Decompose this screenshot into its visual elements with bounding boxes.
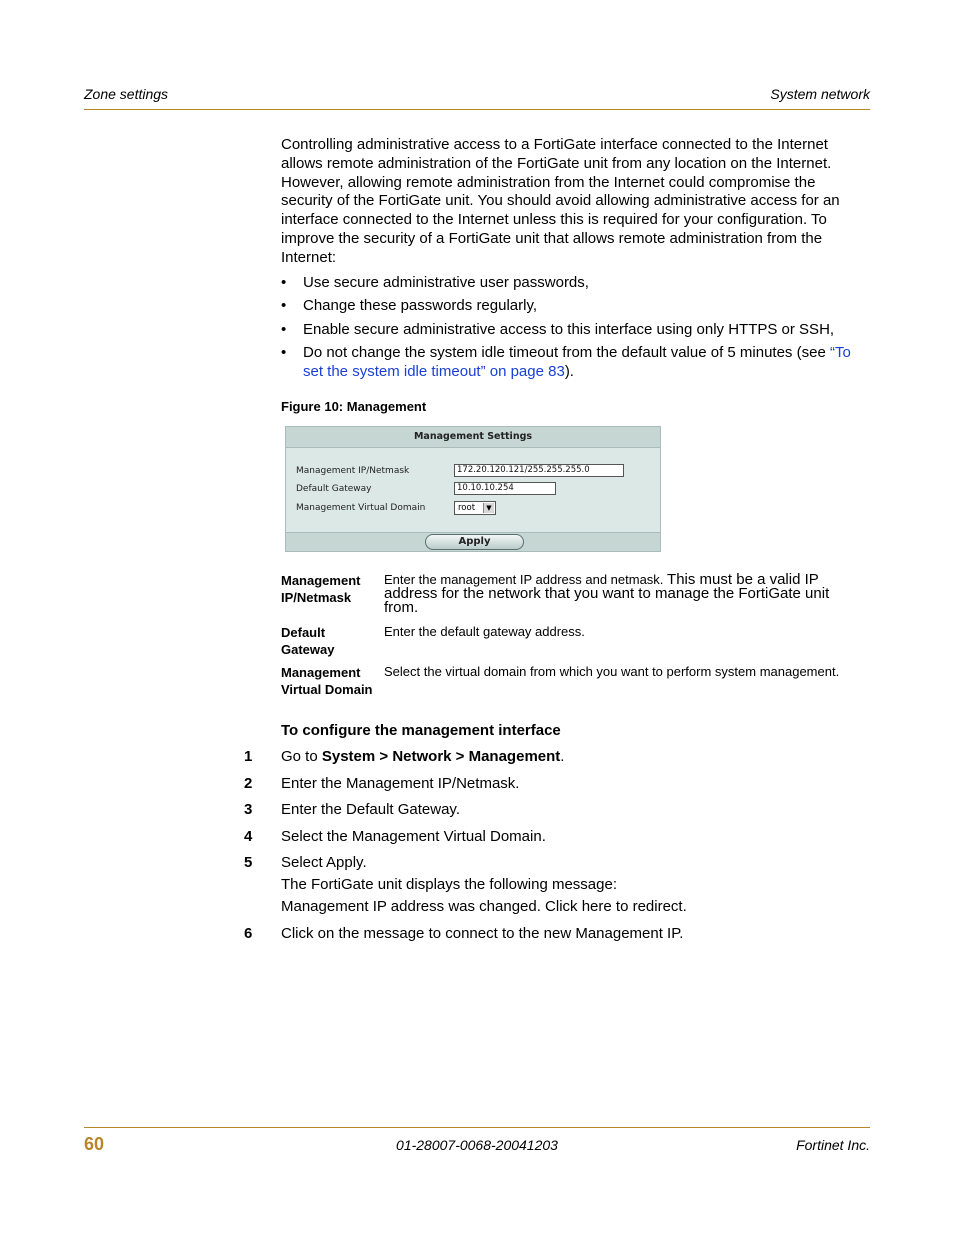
default-gateway-label: Default Gateway [296, 484, 372, 494]
list-item: • Enable secure administrative access to this interface using only HTTPS or SSH, [281, 320, 835, 338]
virtual-domain-label: Management Virtual Domain [296, 503, 426, 513]
apply-button[interactable]: Apply [425, 534, 524, 550]
default-gateway-input[interactable]: 10.10.10.254 [454, 482, 556, 495]
list-item: • Change these passwords regularly, [281, 297, 538, 315]
ip-netmask-input[interactable]: 172.20.120.121/255.255.255.0 [454, 464, 624, 477]
definition-term: Default Gateway [281, 625, 335, 657]
definition-description: Enter the management IP address and netmask. This must be a valid IP address for the network that you want to manage the FortiGate unit from. [384, 571, 830, 616]
security-bullet-list [281, 274, 871, 386]
management-settings-panel [285, 426, 661, 552]
virtual-domain-select[interactable]: root ▼ [454, 501, 496, 515]
intro-paragraph: Controlling administrative access to a FortiGate interface connected to the Internet allows remote administration of the FortiGate unit from any location on the Internet. However, allowing remote administration from the Internet could compromise the security of the FortiGate unit. You should avoid allowing administrative access for an interface connected to the Internet unless this is required for your configuration. To improve the security of a FortiGate unit that allows remote administration from the Internet: [281, 136, 840, 266]
document-id: 01-28007-0068-20041203 [396, 1137, 558, 1153]
apply-bar [286, 532, 660, 551]
definition-term: Management Virtual Domain [281, 665, 373, 697]
header-chapter-title: System network [770, 86, 870, 102]
procedure-heading: To configure the management interface [281, 722, 561, 739]
footer-rule [84, 1127, 870, 1128]
list-item: • Use secure administrative user passwords, [281, 274, 589, 291]
definition-description: Enter the default gateway address. [384, 624, 585, 639]
header-rule [84, 109, 870, 110]
page-number: 60 [84, 1134, 105, 1154]
ip-netmask-label: Management IP/Netmask [296, 466, 410, 476]
definition-term: Management IP/Netmask [281, 573, 361, 605]
chevron-down-icon: ▼ [483, 503, 494, 513]
panel-title: Management Settings [286, 427, 660, 448]
company-name: Fortinet Inc. [796, 1137, 870, 1153]
figure-caption: Figure 10: Management [281, 399, 427, 414]
header-section-title: Zone settings [84, 86, 169, 102]
idle-timeout-link[interactable]: “To set the system idle timeout” on page 83 [303, 344, 851, 380]
list-item: • Do not change the system idle timeout from the default value of 5 minutes (see “To set the system idle timeout” on page 83). [281, 344, 851, 380]
definition-description: Select the virtual domain from which you want to perform system management. [384, 664, 840, 679]
